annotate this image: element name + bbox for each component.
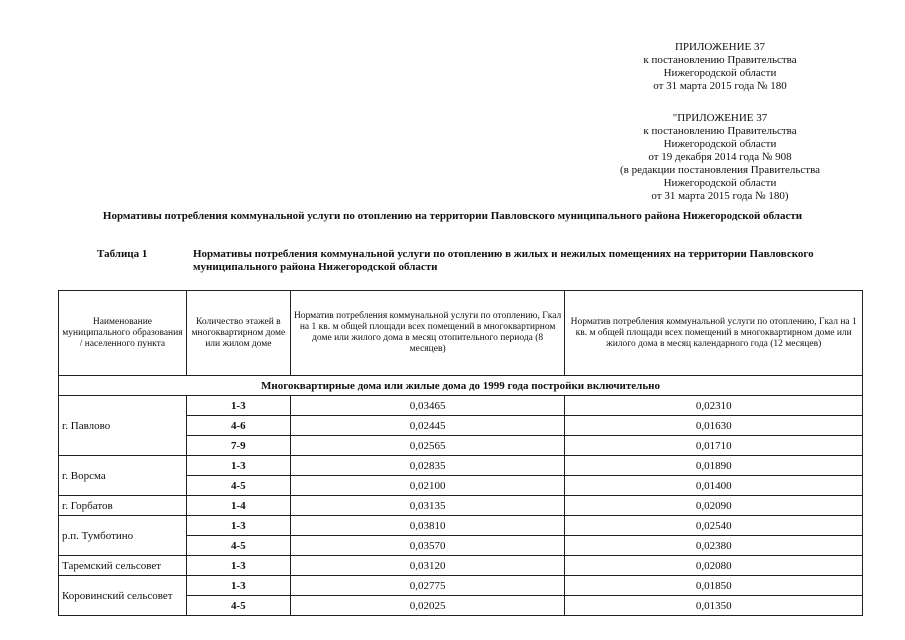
floors-cell: 1-3 [186, 516, 290, 536]
floors-cell: 1-4 [186, 496, 290, 516]
table-row [59, 576, 863, 596]
header-floors: Количество этажей в многоквартирном доме или жилом доме [186, 291, 290, 376]
floors-cell: 7-9 [186, 436, 290, 456]
appendix-line: Нижегородской области [663, 138, 777, 150]
table-caption: Нормативы потребления коммунальной услуги по отоплению в жилых и нежилых помещениях на территории Павловского муниципального района Нижегородской области [193, 248, 814, 273]
floors-cell: 4-5 [186, 536, 290, 556]
table-row [59, 496, 863, 516]
calendar-year-cell: 0,02310 [565, 396, 863, 416]
calendar-year-cell: 0,02540 [565, 516, 863, 536]
appendix-line: (в редакции постановления Правительства [619, 164, 821, 176]
floors-cell: 4-6 [186, 416, 290, 436]
table-label: Таблица 1 [97, 248, 148, 260]
locality-cell: г. Горбатов [59, 496, 187, 516]
table-row [59, 396, 863, 416]
floors-cell: 4-5 [186, 596, 290, 616]
calendar-year-cell: 0,01850 [565, 576, 863, 596]
appendix-line: к постановлению Правительства [643, 125, 797, 137]
appendix-title: "ПРИЛОЖЕНИЕ 37 [672, 112, 768, 124]
section-row [59, 376, 863, 396]
norms-table [58, 290, 863, 616]
heating-period-cell: 0,02445 [290, 416, 565, 436]
appendix-line: к постановлению Правительства [643, 54, 797, 66]
floors-cell: 1-3 [186, 456, 290, 476]
table-row [59, 516, 863, 536]
calendar-year-cell: 0,01710 [565, 436, 863, 456]
floors-cell: 4-5 [186, 476, 290, 496]
locality-cell: г. Павлово [59, 396, 187, 456]
table-row [59, 456, 863, 476]
heating-period-cell: 0,03810 [290, 516, 565, 536]
calendar-year-cell: 0,01350 [565, 596, 863, 616]
locality-cell: Таремский сельсовет [59, 556, 187, 576]
heating-period-cell: 0,02775 [290, 576, 565, 596]
heating-period-cell: 0,03570 [290, 536, 565, 556]
section-title: Многоквартирные дома или жилые дома до 1999 года постройки включительно [59, 376, 863, 396]
locality-cell: г. Ворсма [59, 456, 187, 496]
floors-cell: 1-3 [186, 396, 290, 416]
header-norm-heating-period: Норматив потребления коммунальной услуги по отоплению, Гкал на 1 кв. м общей площади всех помещений в многоквартирном доме или жилого дома в месяц отопительного периода (8 месяцев) [290, 291, 565, 376]
appendix-line: Нижегородской области [663, 177, 777, 189]
calendar-year-cell: 0,02090 [565, 496, 863, 516]
appendix-line: от 31 марта 2015 года № 180) [651, 190, 789, 202]
floors-cell: 1-3 [186, 556, 290, 576]
heating-period-cell: 0,02565 [290, 436, 565, 456]
header-locality: Наименование муниципального образования / населенного пункта [59, 291, 187, 376]
heating-period-cell: 0,03135 [290, 496, 565, 516]
appendix-original-block [595, 112, 845, 203]
heating-period-cell: 0,03120 [290, 556, 565, 576]
appendix-line: Нижегородской области [663, 67, 777, 79]
heating-period-cell: 0,02025 [290, 596, 565, 616]
appendix-line: от 19 декабря 2014 года № 908 [648, 151, 792, 163]
table-row [59, 556, 863, 576]
heating-period-cell: 0,03465 [290, 396, 565, 416]
calendar-year-cell: 0,02080 [565, 556, 863, 576]
table-header-row [59, 291, 863, 376]
appendix-current-block [620, 41, 820, 93]
calendar-year-cell: 0,01630 [565, 416, 863, 436]
calendar-year-cell: 0,02380 [565, 536, 863, 556]
locality-cell: Коровинский сельсовет [59, 576, 187, 616]
floors-cell: 1-3 [186, 576, 290, 596]
appendix-line: от 31 марта 2015 года № 180 [653, 80, 787, 92]
locality-cell: р.п. Тумботино [59, 516, 187, 556]
heating-period-cell: 0,02100 [290, 476, 565, 496]
heating-period-cell: 0,02835 [290, 456, 565, 476]
appendix-title: ПРИЛОЖЕНИЕ 37 [674, 41, 766, 53]
calendar-year-cell: 0,01400 [565, 476, 863, 496]
calendar-year-cell: 0,01890 [565, 456, 863, 476]
document-title: Нормативы потребления коммунальной услуги по отоплению на территории Павловского муниципального района Нижегородской области [102, 210, 803, 222]
header-norm-calendar-year: Норматив потребления коммунальной услуги по отоплению, Гкал на 1 кв. м общей площади всех помещений в многоквартирном доме или жилого дома в месяц календарного года (12 месяцев) [565, 291, 863, 376]
